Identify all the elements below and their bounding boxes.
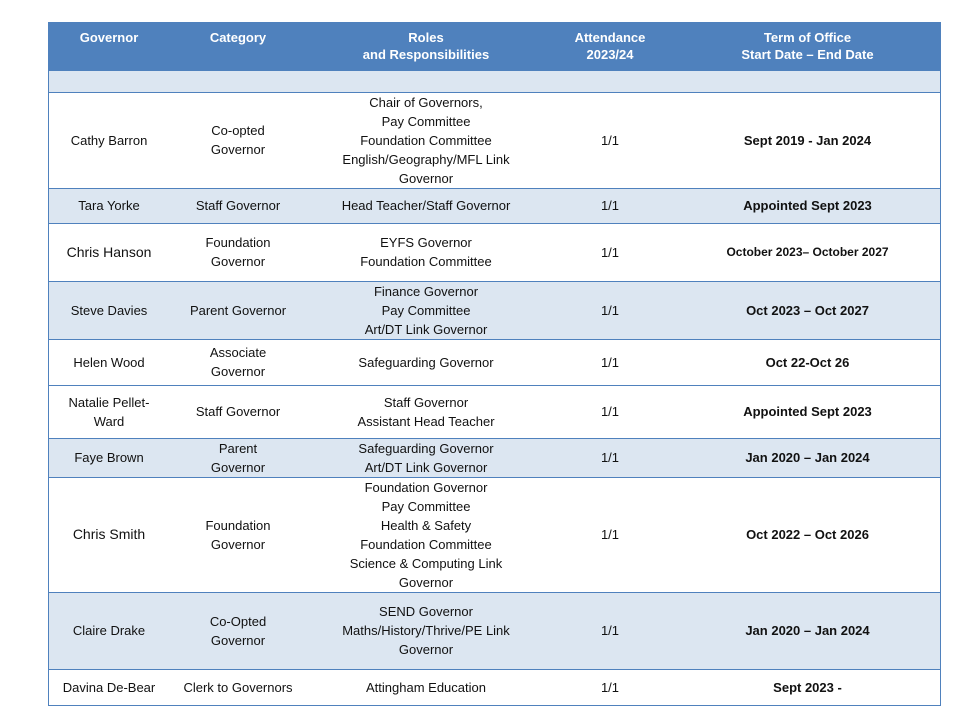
governor-roles: SEND Governor Maths/History/Thrive/PE Link Governor — [306, 592, 546, 669]
table-row — [48, 188, 941, 223]
governor-name: Davina De-Bear — [48, 669, 170, 706]
governor-attendance: 1/1 — [546, 669, 674, 706]
governor-roles: Safeguarding Governor — [306, 339, 546, 385]
governor-name: Steve Davies — [48, 281, 170, 339]
governor-term: Appointed Sept 2023 — [674, 188, 941, 223]
governor-term: Sept 2023 - — [674, 669, 941, 706]
governor-attendance: 1/1 — [546, 223, 674, 281]
governor-name: Claire Drake — [48, 592, 170, 669]
governor-roles: Chair of Governors, Pay Committee Foundation Committee English/Geography/MFL Link Governor — [306, 92, 546, 188]
governor-term: Oct 22-Oct 26 — [674, 339, 941, 385]
governor-category: Associate Governor — [170, 339, 306, 385]
governor-attendance: 1/1 — [546, 339, 674, 385]
governor-term: Appointed Sept 2023 — [674, 385, 941, 438]
table-row — [48, 592, 941, 669]
governor-attendance: 1/1 — [546, 592, 674, 669]
governor-category: Staff Governor — [170, 385, 306, 438]
governor-category: Co-Opted Governor — [170, 592, 306, 669]
governor-category: Foundation Governor — [170, 223, 306, 281]
governor-roles: Staff Governor Assistant Head Teacher — [306, 385, 546, 438]
governor-attendance: 1/1 — [546, 281, 674, 339]
governor-category: Parent Governor — [170, 281, 306, 339]
table-row — [48, 281, 941, 339]
header-governor: Governor — [48, 22, 170, 71]
governor-name: Chris Hanson — [48, 223, 170, 281]
governor-name: Faye Brown — [48, 438, 170, 477]
header-term: Term of Office Start Date – End Date — [674, 22, 941, 71]
governor-roles: Foundation Governor Pay Committee Health & Safety Foundation Committee Science & Computing Link Governor — [306, 477, 546, 592]
table-row — [48, 385, 941, 438]
governor-term: Oct 2022 – Oct 2026 — [674, 477, 941, 592]
spacer-row — [48, 71, 941, 92]
table-row — [48, 669, 941, 706]
governor-term: October 2023– October 2027 — [674, 223, 941, 281]
header-row — [48, 22, 941, 71]
table-row — [48, 223, 941, 281]
governor-roles: Finance Governor Pay Committee Art/DT Link Governor — [306, 281, 546, 339]
header-roles: Roles and Responsibilities — [306, 22, 546, 71]
governor-roles: Head Teacher/Staff Governor — [306, 188, 546, 223]
governor-roles: Attingham Education — [306, 669, 546, 706]
governor-attendance: 1/1 — [546, 477, 674, 592]
header-category: Category — [170, 22, 306, 71]
table-row — [48, 92, 941, 188]
governor-name: Helen Wood — [48, 339, 170, 385]
table-row — [48, 438, 941, 477]
governor-name: Tara Yorke — [48, 188, 170, 223]
header-attendance: Attendance 2023/24 — [546, 22, 674, 71]
governor-name: Natalie Pellet- Ward — [48, 385, 170, 438]
governor-attendance: 1/1 — [546, 385, 674, 438]
governor-attendance: 1/1 — [546, 438, 674, 477]
table-row — [48, 477, 941, 592]
governor-term: Sept 2019 - Jan 2024 — [674, 92, 941, 188]
governor-category: Clerk to Governors — [170, 669, 306, 706]
governor-category: Staff Governor — [170, 188, 306, 223]
governor-category: Foundation Governor — [170, 477, 306, 592]
table-row — [48, 339, 941, 385]
governor-term: Jan 2020 – Jan 2024 — [674, 438, 941, 477]
governor-attendance: 1/1 — [546, 92, 674, 188]
governor-term: Jan 2020 – Jan 2024 — [674, 592, 941, 669]
governors-table — [48, 22, 941, 706]
governor-category: Parent Governor — [170, 438, 306, 477]
governor-attendance: 1/1 — [546, 188, 674, 223]
governor-roles: Safeguarding Governor Art/DT Link Governor — [306, 438, 546, 477]
governor-category: Co-opted Governor — [170, 92, 306, 188]
governor-name: Chris Smith — [48, 477, 170, 592]
governor-term: Oct 2023 – Oct 2027 — [674, 281, 941, 339]
governor-roles: EYFS Governor Foundation Committee — [306, 223, 546, 281]
governor-name: Cathy Barron — [48, 92, 170, 188]
